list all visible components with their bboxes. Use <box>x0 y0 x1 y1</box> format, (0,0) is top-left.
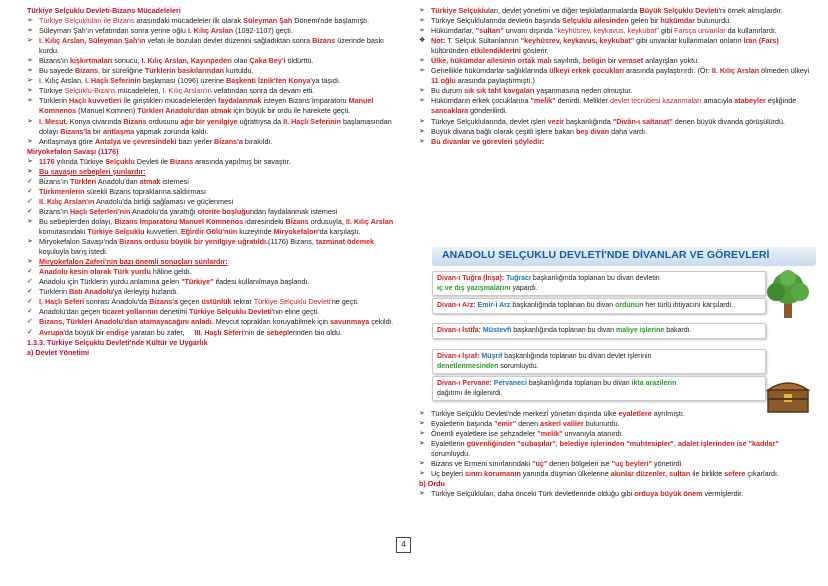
bullet-item: ➢ Süleyman Şah'ın vefatından sonra yerine oğlu I. Kılıç Arslan (1092-1107) geçti. <box>27 26 293 36</box>
arrow-bullet-icon: ➢ <box>419 67 425 75</box>
bullet-item: ➢ Miryokefalon Savaşı'nda Bizans ordusu büyük bir yenilgiye uğratıldı.(1176) Bizans, tazminat ödemek koşuluyla barış istedi. <box>27 237 375 257</box>
bullet-item: ➢ Türkiye Selçuklularında devletin başında Selçuklu ailesinden gelen bir hükümdar bulunurdu. <box>419 16 732 26</box>
bullet-item: ➢ Eyaletlerin başında "emir" denen askerî valiler bulunurdu. <box>419 419 620 429</box>
arrow-bullet-icon: ➢ <box>419 57 425 65</box>
check-item: ✓ Avrupa'da büyük bir endişe yaratan bu zafer, III. Haçlı Seferi'nin de sebeplerinden biri oldu. <box>27 327 342 337</box>
bullet-item: ➢ Bu divanlar ve görevleri şöyledir: <box>419 136 545 146</box>
section-heading: Miryokefalon Savaşı (1176) <box>27 146 119 156</box>
divan-box-arz: Divan-ı Arz: Emir-i Arz başkanlığında toplanan bu divan ordunun her türlü ihtiyacını karşılardı. <box>432 298 766 314</box>
bullet-item: ➢ Hükümdarlar, "sultan" unvanı dışında "keyhüsrev, keykavus, keykubat" gibi Farsça unvanlar da kullanırlardı. <box>419 26 777 36</box>
check-item: ✓ Türklerin Batı Anadolu'ya ilerleyişi hızlandı. <box>27 287 179 297</box>
bullet-item: ➢ Türkiye Selçuklu Devleti'nde merkezî yönetim dışında ülke eyaletlere ayrılmıştı. <box>419 409 685 418</box>
arrow-bullet-icon: ➢ <box>27 77 33 85</box>
page-number: 4 <box>396 537 411 553</box>
note-item: ❖ Not: T. Selçuk Sultanlarının "keyhüsrev, keykavus, keykubat" gibi unvanlar kullanmaları onların İran (Fars) kültüründen etkilendiklerini gösterir. <box>419 36 779 56</box>
check-icon: ✓ <box>27 278 33 286</box>
arrow-bullet-icon: ➢ <box>419 27 425 35</box>
bullet-item: ➢ Bu savaşın sebepleri şunlardır: <box>27 166 146 176</box>
section-heading: a) Devlet Yönetimi <box>27 347 90 357</box>
right-column-bottom <box>419 409 814 499</box>
arrow-bullet-icon: ➢ <box>419 430 425 438</box>
check-icon: ✓ <box>27 177 33 185</box>
arrow-bullet-icon: ➢ <box>419 460 425 468</box>
arrow-bullet-icon: ➢ <box>419 127 425 135</box>
arrow-bullet-icon: ➢ <box>419 17 425 25</box>
section-title: Türkiye Selçuklu Devleti-Bizans Mücadeleleri <box>27 6 181 15</box>
bullet-item: ➢ Türkiye Selçukluları ile Bizans arasındaki mücadeleler ilk olarak Süleyman Şah Dönemi'nde başlamıştı. <box>27 16 370 26</box>
arrow-bullet-icon: ➢ <box>419 440 425 448</box>
arrow-bullet-icon: ➢ <box>27 97 33 105</box>
section-heading: 1.3.3. Türkiye Selçuklu Devleti'nde Kültür ve Uygarlık <box>27 337 208 347</box>
bullet-item: ➢ Miryokefalon Zaferi'nin bazı önemli sonuçları şunlardır: <box>27 257 228 267</box>
banner-title: ANADOLU SELÇUKLU DEVLETİ'NDE DİVANLAR VE GÖREVLERİ <box>442 249 770 261</box>
bullet-item: ➢ Türkiye Selçuklu-Bizans mücadeleleri, I. Kılıç Arslan'ın vefatından sonra da devam etti. <box>27 86 315 96</box>
arrow-bullet-icon: ➢ <box>419 87 425 95</box>
arrow-bullet-icon: ➢ <box>419 470 425 478</box>
divan-box-israf: Divan-ı İşraf: Müşrif başkanlığında toplanan bu divan devlet işlerinin denetlenmesinden sorumluydu. <box>432 349 766 374</box>
arrow-bullet-icon: ➢ <box>27 27 33 35</box>
arrow-bullet-icon: ➢ <box>27 17 33 25</box>
bullet-item: ➢ Uç beyleri sınırı korumanın yanında düşman ülkelerine akınlar düzenler, sultan ile birlikte sefere çıkarlardı. <box>419 469 779 479</box>
bullet-item: ➢ Türklerin Haçlı kuvvetleri ile giriştikleri mücadelelerden faydalanmak isteyen Bizans İmparatoru Manuel Komnenos (Manuel Komnen) Türkleri Anadolu'dan atmak için büyük bir ordu ile harekete geçti. <box>27 96 374 116</box>
arrow-bullet-icon: ➢ <box>27 117 33 125</box>
check-icon: ✓ <box>27 308 33 316</box>
left-column <box>27 6 397 358</box>
arrow-bullet-icon: ➢ <box>419 117 425 125</box>
bullet-item: ➢ Antlaşmaya göre Antalya ve çevresindeki bazı yerler Bizans'a bırakıldı. <box>27 136 273 146</box>
check-item: ✓ Anadolu kesin olarak Türk yurdu hâline geldi. <box>27 267 192 277</box>
arrow-bullet-icon: ➢ <box>419 97 425 105</box>
check-item: ✓ II. Kılıç Arslan'ın Anadolu'da birliği sağlaması ve güçlenmesi <box>27 196 234 206</box>
check-item: ✓ Anadolu için Türklerin yurdu anlamına gelen "Türkiye" ifadesi kullanılmaya başlandı. <box>27 277 310 287</box>
arrow-bullet-icon: ➢ <box>27 57 33 65</box>
bullet-item: ➢ Ülke, hükümdar ailesinin ortak malı sayılırdı, beligin bir veraset anlayışları yoktu. <box>419 56 700 66</box>
bullet-item: ➢ Eyaletlerin güvenliğinden "subaşılar", belediye işlerinden "muhtesipler", adalet işlerinden ise "kadılar" sorumluydu. <box>419 439 779 459</box>
bullet-item: ➢ I. Kılıç Arslan, Süleyman Şah'ın vefatı ile bozulan devlet düzenini sağladıktan sonra Bizans üzerinde baskı kurdu. <box>27 36 385 56</box>
section-heading: b) Ordu <box>419 479 445 489</box>
arrow-bullet-icon: ➢ <box>419 7 425 14</box>
right-column <box>419 6 814 147</box>
bullet-item: ➢ Türkiye Selçukluları, devlet yönetimi ve diğer teşkilatlanmalarda Büyük Selçuklu Devleti'ni örnek almışlardır. <box>419 6 783 15</box>
bullet-item: ➢ Genellikle hükümdarlar sağlıklarında ülkeyi erkek çocukları arasında paylaştırırdı. (Ör: II. Kılıç Arslan ölmeden ülkeyi 11 oğlu arasında paylaştırmıştı.) <box>419 66 810 86</box>
arrow-bullet-icon: ➢ <box>27 167 33 175</box>
arrow-bullet-icon: ➢ <box>27 137 33 145</box>
arrow-bullet-icon: ➢ <box>419 410 425 417</box>
arrow-bullet-icon: ➢ <box>419 420 425 428</box>
bullet-item: ➢ Bizans ve Ermeni sınırlarındaki "uç" denen bölgeleri ise "uç beyleri" yönetirdi. <box>419 459 684 469</box>
bullet-item: ➢ Hükümdarın erkek çocuklarına "melik" denirdi. Melikler devlet tecrübesi kazanmaları amacıyla atabeyler eşliğinde sancaklara gönderilirdi. <box>419 96 797 116</box>
check-item: ✓ Bizans'ın Türkleri Anadolu'dan atmak istemesi <box>27 176 189 186</box>
bullet-item: ➢ Büyük divana bağlı olarak çeşitli işlere bakan beş divan daha vardı. <box>419 126 648 136</box>
divan-box-pervane: Divan-ı Pervane: Pervaneci başkanlığında toplanan bu divan ikta arazilerin dağıtımı ile ilgilenirdi. <box>432 376 766 401</box>
arrow-bullet-icon: ➢ <box>27 258 33 266</box>
divanlar-banner <box>432 247 816 266</box>
check-icon: ✓ <box>27 328 33 336</box>
check-icon: ✓ <box>27 207 33 215</box>
bullet-item: ➢ Önemli eyaletlere ise şehzadeler "melik" unvanıyla atanırdı. <box>419 429 624 439</box>
check-icon: ✓ <box>27 318 33 326</box>
bullet-item: ➢ Bu sebeplerden dolayı, Bizans İmparatoru Manuel Komnenos idaresindeki Bizans ordusuyla, II. Kılıç Arslan komutasındaki Türkiye Selçuklu kuvvetleri, Eğirdir Gölü'nün kuzeyinde Miryokefalon'da karşılaştı. <box>27 216 394 237</box>
divan-box-istifa: Divan-ı İstifa: Müstevfi başkanlığında toplanan bu divan maliye işlerine bakardı. <box>432 323 766 339</box>
check-item: ✓ Bizans'ın Haçlı Seferleri'nin Anadolu'da yarattığı otorite boşluğundan faydalanmak istemesi <box>27 206 338 216</box>
bullet-item: ➢ Bu durum sık sık taht kavgaları yaşanmasına neden olmuştur. <box>419 86 633 96</box>
bullet-item: ➢ I. Kılıç Arslan, I. Haçlı Seferinin başlaması (1096) üzerine Başkenti İznik'ten Konya'ya taşıdı. <box>27 76 341 86</box>
check-item: ✓ Bizans, Türkleri Anadolu'dan atamayacağını anladı. Mevcut toprakları koruyabilmek için savunmaya çekildi. <box>27 317 394 327</box>
tree-illustration-icon <box>762 268 814 320</box>
check-item: ✓ I. Haçlı Seferi sonrası Anadolu'da Bizans'a geçen üstünlük tekrar Türkiye Selçuklu Devleti'ne geçti. <box>27 297 359 307</box>
arrow-bullet-icon: ➢ <box>27 238 33 246</box>
arrow-bullet-icon: ➢ <box>419 137 425 145</box>
diamond-bullet-icon: ❖ <box>419 37 426 45</box>
arrow-bullet-icon: ➢ <box>27 37 33 45</box>
bullet-item: ➢ 1176 yılında Türkiye Selçuklu Devleti ile Bizans arasında yapılmış bir savaştır. <box>27 156 291 166</box>
bullet-item: ➢ Bizans'ın kışkırtmaları sonucu, I. Kılıç Arslan, Kayınpederi olan Çaka Bey'i öldürttü. <box>27 56 314 66</box>
check-item: ✓ Türkmenlerin sürekli Bizans topraklarına saldırması <box>27 186 206 196</box>
check-icon: ✓ <box>27 268 33 276</box>
divan-box-tugra: Divan-ı Tuğra (İnşa): Tuğracı başkanlığında toplanan bu divan devletin iç ve dış yazışmalarını yapardı. <box>432 271 766 296</box>
arrow-bullet-icon: ➢ <box>27 67 33 75</box>
bullet-item: ➢ Türkiye Selçukluları, daha önceki Türk devletlerinde olduğu gibi orduya büyük önem vermişlerdir. <box>419 489 744 499</box>
bullet-item: ➢ I. Mesut, Konya civarında Bizans ordusunu ağır bir yenilgiye uğrattıysa da II. Haçlı Seferinin başlamasından dolayı Bizans'la bir antlaşma yapmak zorunda kaldı. <box>27 116 392 136</box>
bullet-item: ➢ Bu sayede Bizans, bir süreliğine Türklerin baskılarından kurtuldu. <box>27 66 254 76</box>
arrow-bullet-icon: ➢ <box>27 87 33 95</box>
check-icon: ✓ <box>27 187 33 195</box>
check-item: ✓ Anadolu'dan geçen ticaret yollarının denetimi Türkiye Selçuklu Devleti'nin eline geçti. <box>27 307 320 317</box>
check-icon: ✓ <box>27 288 33 296</box>
arrow-bullet-icon: ➢ <box>27 217 33 225</box>
arrow-bullet-icon: ➢ <box>27 157 33 165</box>
check-icon: ✓ <box>27 298 33 306</box>
arrow-bullet-icon: ➢ <box>419 490 425 498</box>
bullet-item: ➢ Türkiye Selçuklularında, devlet işleri vezir başkanlığında "Divân-ı saltanat" denen büyük divanda görüşülürdü. <box>419 116 786 126</box>
check-icon: ✓ <box>27 197 33 205</box>
